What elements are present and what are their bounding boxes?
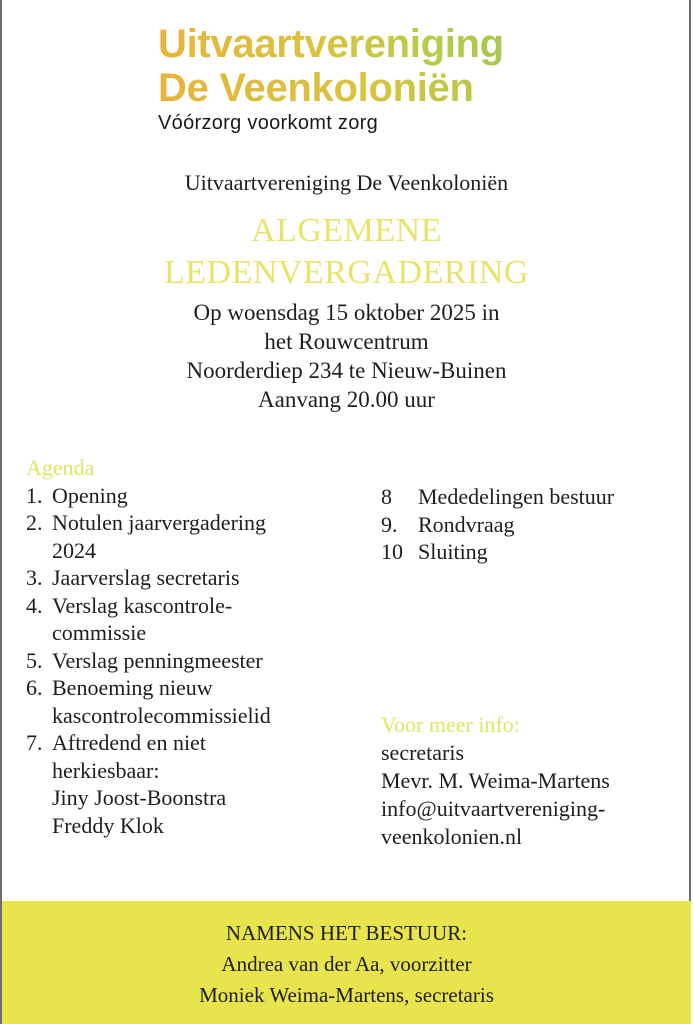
logo-line-1: Uitvaartvereniging	[158, 22, 504, 66]
agenda-right-column	[381, 483, 614, 566]
agenda-item-line: kascontrolecommissielid	[52, 702, 271, 728]
agenda-item-number: 2.	[26, 510, 43, 535]
agenda-item-line: Jiny Joost-Boonstra	[52, 785, 227, 810]
detail-venue: het Rouwcentrum	[264, 329, 429, 354]
agenda-item-text	[52, 674, 271, 729]
agenda-item-number: 10	[381, 539, 403, 564]
footer-banner	[2, 901, 691, 1024]
agenda-item-text	[418, 483, 614, 511]
logo-tagline: Vóórzorg voorkomt zorg	[158, 112, 379, 134]
info-email-line-2: veenkolonien.nl	[381, 824, 523, 849]
page-title	[0, 210, 693, 294]
info-email[interactable]	[381, 795, 610, 851]
agenda-item-line: Benoeming nieuw	[52, 675, 213, 700]
agenda-item-number: 6.	[26, 675, 43, 700]
agenda-item	[26, 564, 271, 592]
agenda-item	[381, 483, 614, 511]
info-name: Mevr. M. Weima-Martens	[381, 768, 610, 793]
organization-name: Uitvaartvereniging De Veenkoloniën	[184, 170, 509, 195]
agenda-item-text	[52, 564, 240, 592]
agenda-item-line: Freddy Klok	[52, 812, 164, 838]
title-line-2: LEDENVERGADERING	[164, 254, 529, 291]
agenda-item	[26, 674, 271, 729]
agenda-item-number: 7.	[26, 730, 43, 755]
title-line-1: ALGEMENE	[251, 212, 442, 249]
agenda-item	[26, 647, 271, 675]
info-heading: Voor meer info:	[381, 712, 520, 737]
agenda-item	[26, 729, 271, 839]
agenda-item-line: Mededelingen bestuur	[418, 484, 615, 509]
agenda-item-text	[52, 482, 128, 510]
agenda-item	[381, 511, 614, 539]
agenda-item-line: Rondvraag	[418, 511, 515, 537]
agenda-item-text	[52, 509, 266, 564]
detail-time: Aanvang 20.00 uur	[258, 387, 435, 412]
agenda-item-line: Sluiting	[418, 539, 488, 564]
info-role: secretaris	[381, 740, 465, 765]
agenda-item-line: 2024	[52, 537, 96, 563]
meeting-details	[0, 298, 693, 414]
agenda-item-text	[52, 592, 232, 647]
footer-heading: NAMENS HET BESTUUR:	[225, 921, 468, 945]
agenda-item-text	[52, 729, 226, 839]
agenda-item-line: Verslag kascontrole-	[52, 592, 233, 618]
agenda-item-line: commissie	[52, 620, 147, 645]
agenda-item-line: Aftredend en niet	[52, 730, 206, 755]
agenda-item-number: 4.	[26, 592, 43, 618]
detail-date: Op woensdag 15 oktober 2025 in	[193, 300, 500, 325]
agenda-item-line: herkiesbaar:	[52, 757, 160, 783]
agenda-item-text	[418, 538, 488, 566]
info-email-line-1: info@uitvaartvereniging-	[381, 796, 606, 821]
agenda-item	[381, 538, 614, 566]
agenda-item-line: Opening	[52, 482, 128, 508]
agenda-item-number: 9.	[381, 511, 398, 537]
footer-secretary: Moniek Weima-Martens, secretaris	[199, 983, 494, 1007]
agenda-item	[26, 509, 271, 564]
agenda-left-column	[26, 454, 271, 839]
agenda-item-number: 1.	[26, 482, 43, 508]
agenda-item-number: 3.	[26, 565, 43, 590]
footer-chair: Andrea van der Aa, voorzitter	[221, 952, 472, 976]
agenda-item-text	[418, 511, 515, 539]
contact-info	[381, 711, 610, 851]
logo	[158, 22, 504, 135]
agenda-item-line: Verslag penningmeester	[52, 647, 263, 673]
agenda-item	[26, 592, 271, 647]
agenda-item-number: 8	[381, 484, 392, 509]
agenda-item-line: Jaarverslag secretaris	[52, 565, 240, 590]
agenda-item	[26, 482, 271, 510]
agenda-heading: Agenda	[26, 455, 95, 480]
agenda-item-line: Notulen jaarvergadering	[52, 510, 267, 535]
agenda-item-number: 5.	[26, 647, 43, 673]
agenda-item-text	[52, 647, 263, 675]
logo-line-2: De Veenkoloniën	[158, 66, 504, 110]
detail-address: Noorderdiep 234 te Nieuw-Buinen	[186, 358, 507, 383]
